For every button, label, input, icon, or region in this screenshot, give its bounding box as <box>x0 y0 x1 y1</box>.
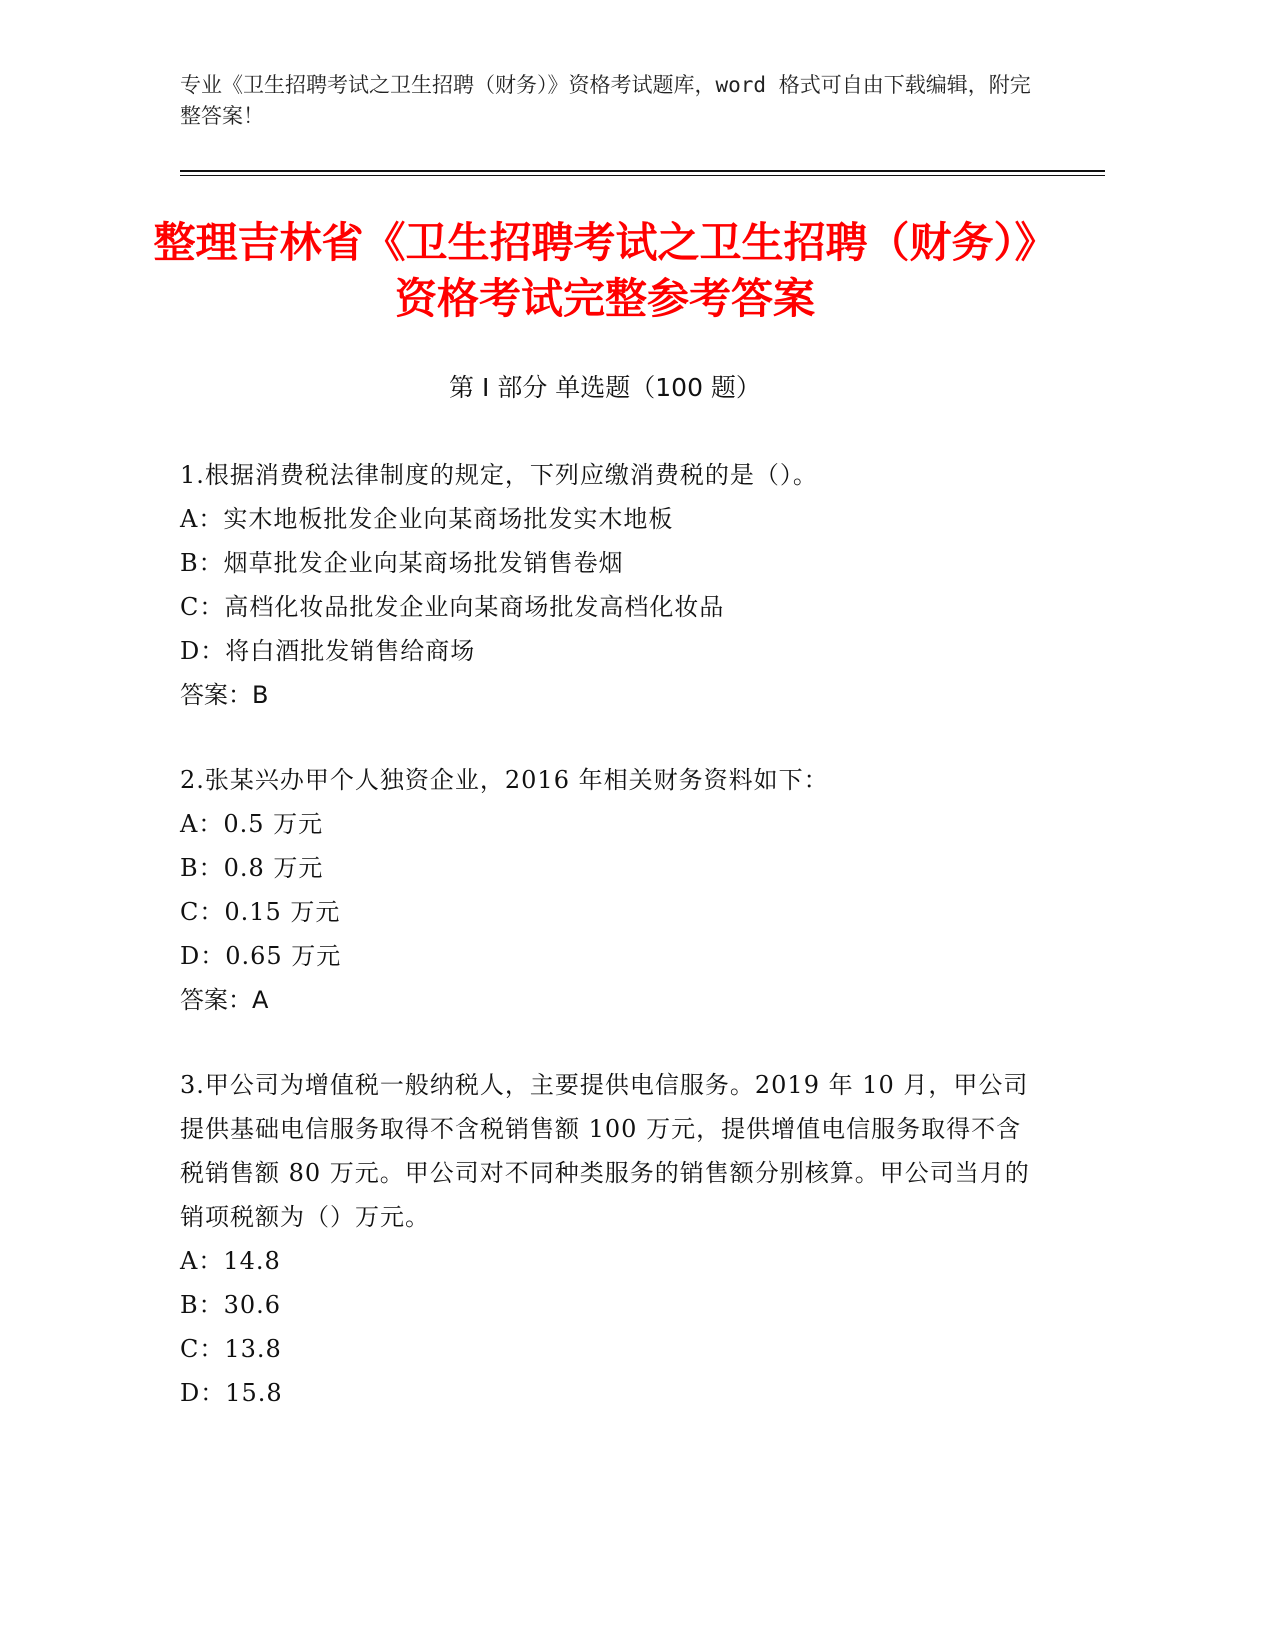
answer-line: 答案：B <box>180 681 269 709</box>
question-stem: 1.根据消费税法律制度的规定，下列应缴消费税的是（）。 <box>180 461 818 489</box>
header-divider-thick <box>180 170 1105 172</box>
option-a: A：14.8 <box>180 1247 281 1275</box>
answer-line: 答案：A <box>180 986 269 1014</box>
option-d: D：0.65 万元 <box>180 942 342 970</box>
header-note: 专业《卫生招聘考试之卫生招聘（财务）》资格考试题库，word 格式可自由下载编辑，附完整答案！ <box>180 73 1031 128</box>
document-title: 整理吉林省《卫生招聘考试之卫生招聘（财务）》资格考试完整参考答案 <box>153 218 1057 323</box>
option-a: A：实木地板批发企业向某商场批发实木地板 <box>180 505 674 533</box>
option-d: D：将白酒批发销售给商场 <box>180 637 476 665</box>
question-1 <box>180 453 1040 717</box>
option-b: B：0.8 万元 <box>180 854 324 882</box>
option-b: B：烟草批发企业向某商场批发销售卷烟 <box>180 549 624 577</box>
option-a: A：0.5 万元 <box>180 810 324 838</box>
question-3 <box>180 1063 1040 1415</box>
question-stem: 2.张某兴办甲个人独资企业，2016 年相关财务资料如下： <box>180 766 829 794</box>
option-c: C：13.8 <box>180 1335 282 1363</box>
option-c: C：高档化妆品批发企业向某商场批发高档化妆品 <box>180 593 725 621</box>
option-d: D：15.8 <box>180 1379 283 1407</box>
question-2 <box>180 758 1040 1022</box>
header-divider-thin <box>180 175 1105 176</box>
option-b: B：30.6 <box>180 1291 282 1319</box>
section-heading: 第 I 部分 单选题（100 题） <box>449 373 761 402</box>
question-stem: 3.甲公司为增值税一般纳税人，主要提供电信服务。2019 年 10 月，甲公司提供基础电信服务取得不含税销售额 100 万元，提供增值电信服务取得不含税销售额 80 万元。甲公司对不同种类服务的销售额分别核算。甲公司当月的销项税额为（）万元。 <box>180 1071 1030 1231</box>
option-c: C：0.15 万元 <box>180 898 341 926</box>
